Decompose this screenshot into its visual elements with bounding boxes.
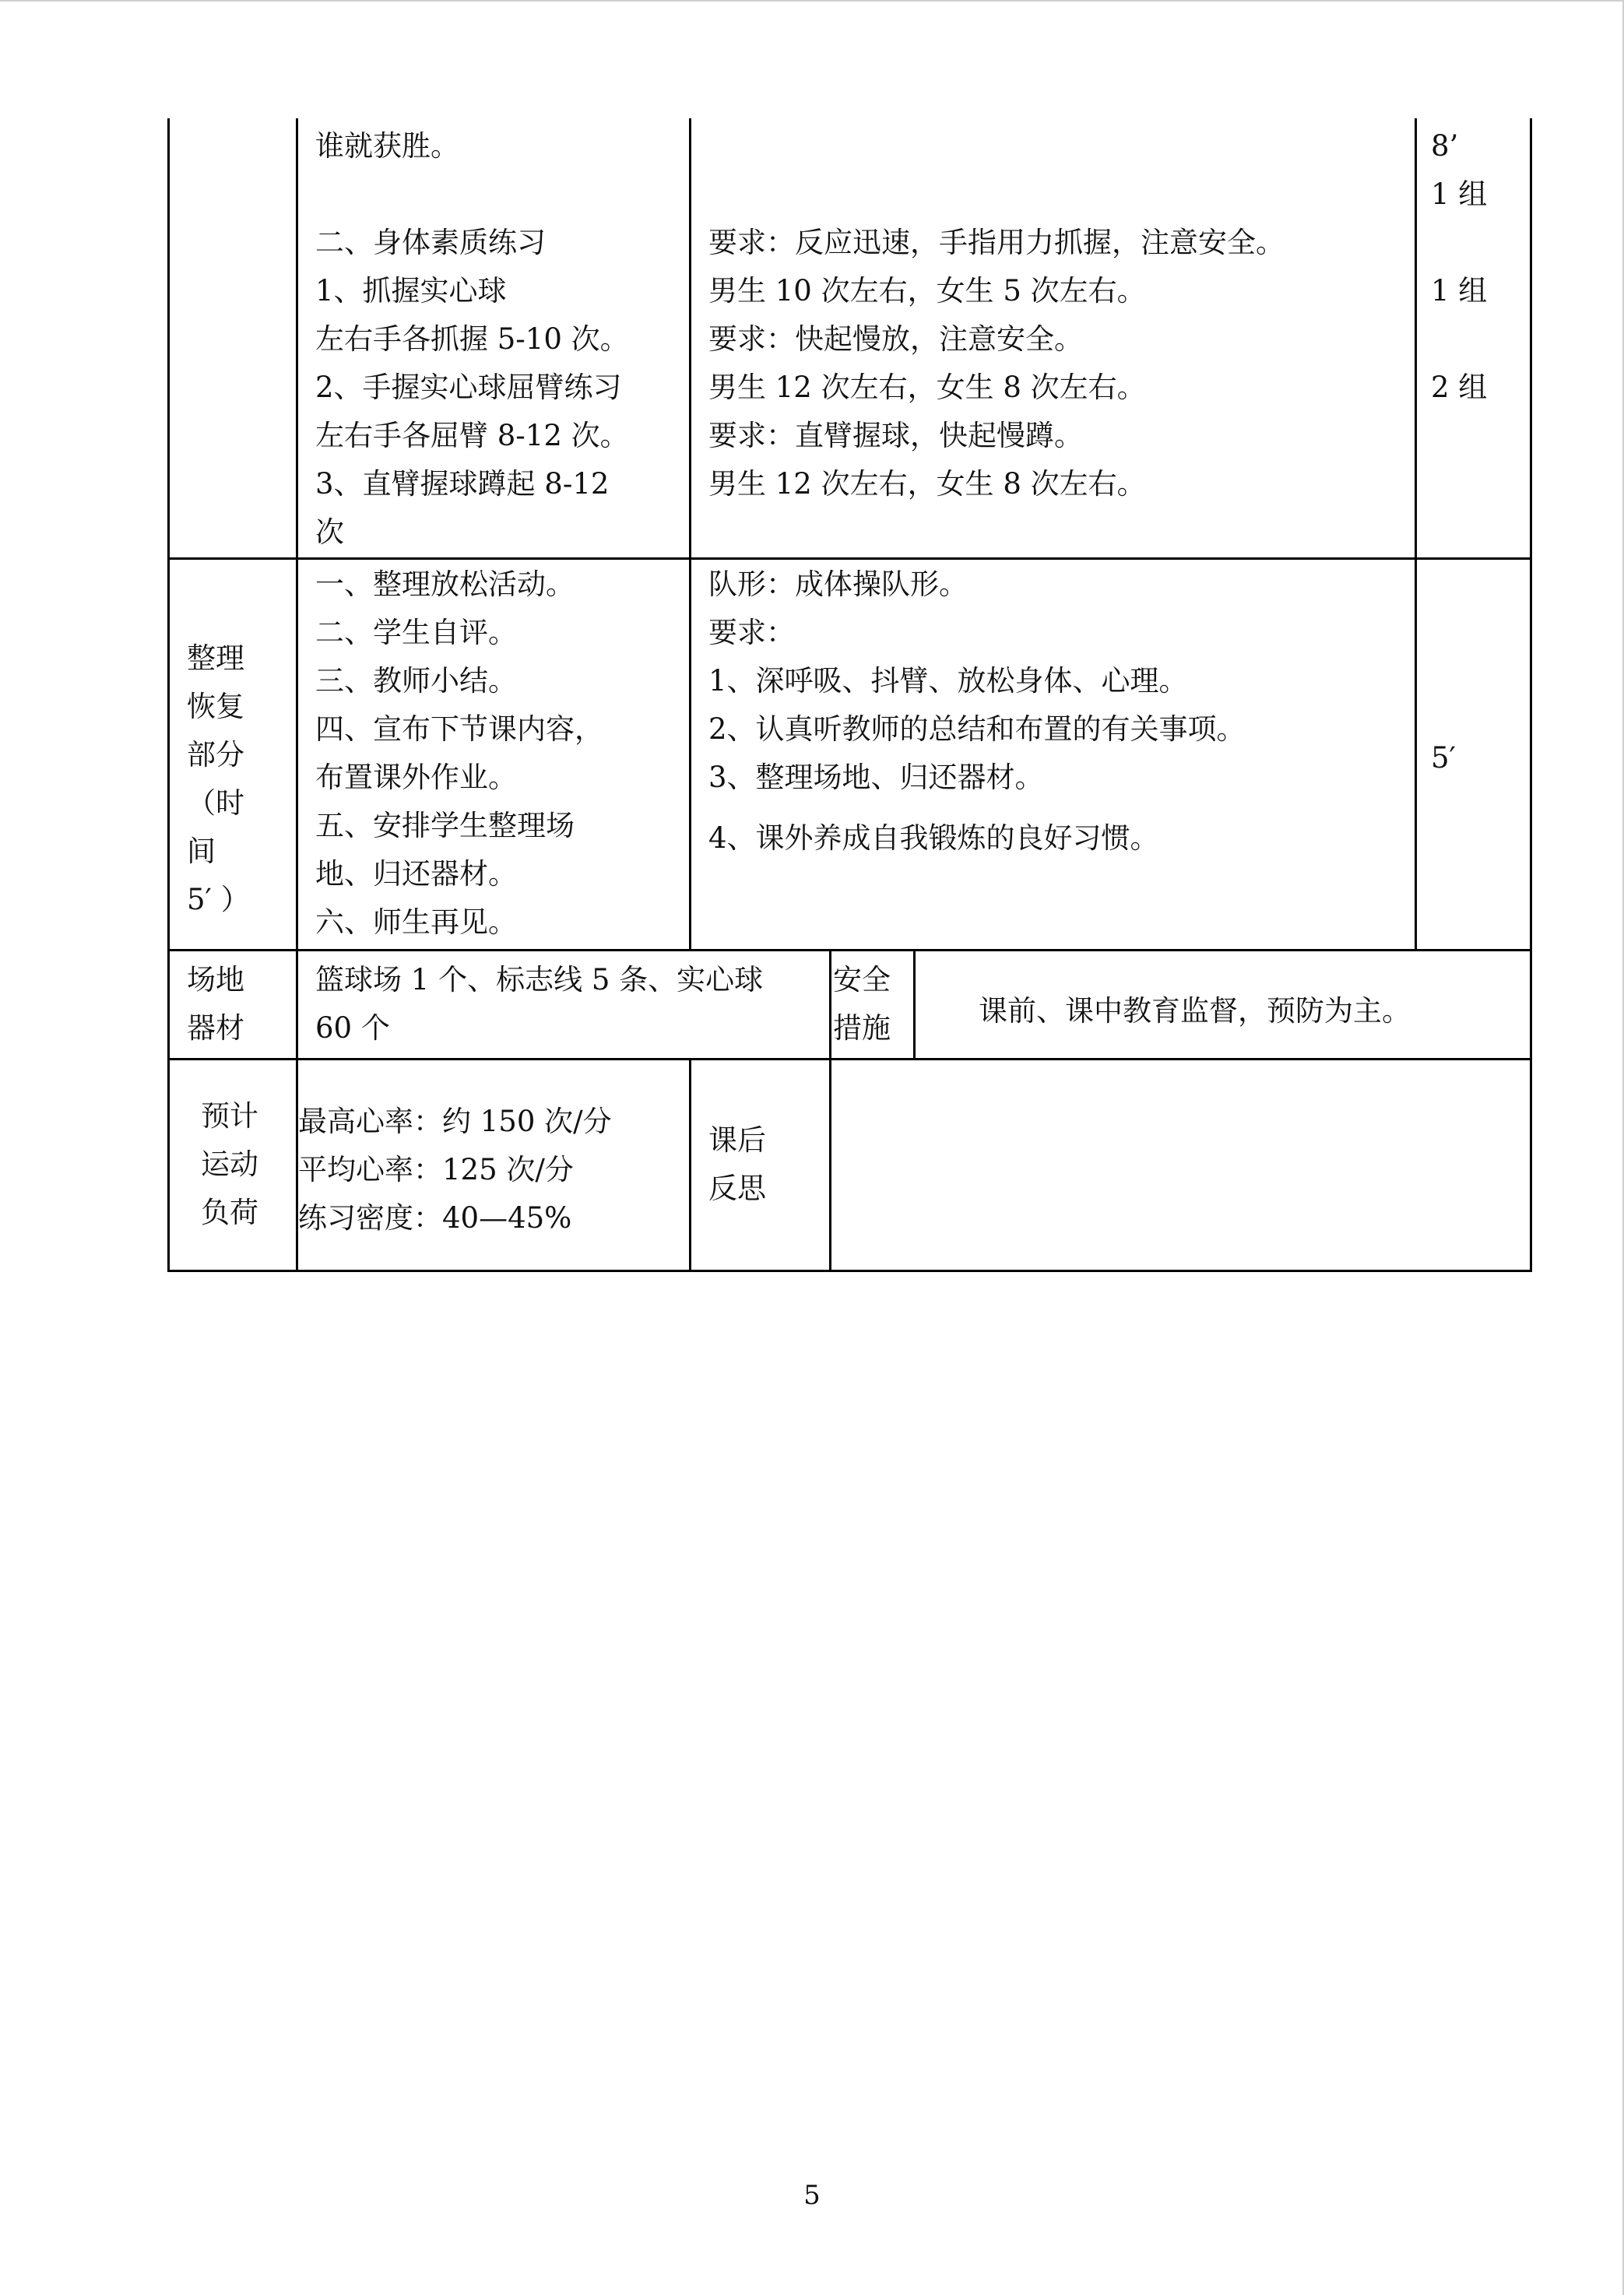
row-divider-recovery (167, 557, 1532, 560)
venue-label (187, 956, 244, 1053)
label-line: 课后 (708, 1123, 766, 1157)
method-line: 男生 12 次左右，女生 8 次左右。 (708, 371, 1146, 404)
content-line: 布置课外作业。 (315, 761, 517, 794)
time-line (1431, 315, 1487, 364)
content-line: 3、直臂握球蹲起 8-12 (315, 467, 610, 501)
method-line (708, 170, 1285, 219)
load-line: 平均心率：125 次/分 (298, 1153, 574, 1186)
recovery-method-cell (708, 561, 1246, 863)
table-border-right (1530, 118, 1532, 1272)
label-line: 预计 (201, 1099, 258, 1133)
content-line: 一、整理放松活动。 (315, 568, 575, 601)
label-line: 部分 (187, 738, 244, 771)
label-line: （时 (187, 786, 244, 820)
content-line: 六、师生再见。 (315, 905, 517, 939)
table-border-bottom (167, 1270, 1532, 1272)
load-value (298, 1098, 612, 1242)
method-line: 要求：快起慢放，注意安全。 (708, 322, 1083, 356)
method-line: 4、课外养成自我锻炼的良好习惯。 (708, 821, 1159, 855)
label-line: 负荷 (201, 1196, 258, 1229)
content-line (315, 170, 629, 219)
content-line: 二、身体素质练习 (315, 226, 546, 259)
method-line: 2、认真听教师的总结和布置的有关事项。 (708, 712, 1246, 746)
method-line: 男生 10 次左右，女生 5 次左右。 (708, 274, 1146, 308)
content-line: 三、教师小结。 (315, 664, 517, 698)
method-line: 队形：成体操队形。 (708, 568, 968, 601)
content-line: 1、抓握实心球 (315, 274, 507, 308)
content-line: 四、宣布下节课内容， (315, 712, 603, 746)
method-line (708, 122, 1285, 170)
practice-time-cell (1431, 122, 1487, 412)
col-divider-content (689, 118, 691, 949)
method-line: 3、整理场地、归还器材。 (708, 761, 1044, 794)
venue-line: 篮球场 1 个、标志线 5 条、实心球 (315, 963, 764, 996)
time-line: 1 组 (1431, 274, 1488, 308)
table-border-left (167, 118, 170, 1272)
time-line: 1 组 (1431, 177, 1488, 211)
label-line: 安全 (833, 963, 891, 996)
content-line: 左右手各抓握 5-10 次。 (315, 322, 629, 356)
practice-content-cell (315, 122, 629, 557)
practice-method-cell (708, 122, 1285, 508)
method-line: 要求：反应迅速，手指用力抓握，注意安全。 (708, 226, 1285, 259)
method-line: 要求：直臂握球，快起慢蹲。 (708, 419, 1083, 452)
method-line: 要求： (708, 616, 795, 649)
recovery-section-label (187, 634, 250, 924)
method-line: 1、深呼吸、抖臂、放松身体、心理。 (708, 664, 1188, 698)
col-divider-time (1415, 118, 1417, 949)
reflection-label (708, 1116, 766, 1213)
load-line: 练习密度：40—45% (298, 1201, 572, 1235)
venue-line: 60 个 (315, 1011, 390, 1045)
row-divider-venue (167, 949, 1532, 951)
label-line: 反思 (708, 1172, 766, 1205)
label-line: 运动 (201, 1148, 258, 1181)
col-divider-reflection-right (829, 1058, 831, 1272)
page-number: 5 (803, 2180, 821, 2211)
load-line: 最高心率：约 150 次/分 (298, 1105, 612, 1138)
content-line: 2、手握实心球屈臂练习 (315, 371, 622, 404)
recovery-time: 5′ (1431, 741, 1456, 775)
row-divider-load (167, 1058, 1532, 1060)
time-line (1431, 219, 1487, 267)
content-line: 地、归还器材。 (315, 857, 517, 891)
load-label (201, 1092, 258, 1237)
recovery-content-cell (315, 561, 603, 947)
col-divider-reflection-left (689, 1058, 691, 1272)
label-line: 5′ ） (187, 883, 250, 916)
label-line: 器材 (187, 1011, 244, 1045)
time-line: 2 组 (1431, 371, 1488, 404)
time-line: 8’ (1431, 129, 1459, 163)
label-line: 场地 (187, 963, 244, 996)
safety-label (833, 956, 891, 1053)
col-divider-safety-right (913, 949, 916, 1058)
venue-value (315, 956, 763, 1053)
label-line: 恢复 (187, 690, 244, 723)
content-line: 五、安排学生整理场 (315, 809, 575, 842)
content-line: 次 (315, 515, 344, 549)
label-line: 措施 (833, 1011, 891, 1045)
method-line: 男生 12 次左右，女生 8 次左右。 (708, 467, 1146, 501)
label-line: 整理 (187, 641, 244, 675)
col-divider-safety-left (829, 949, 831, 1058)
label-line: 间 (187, 835, 216, 868)
content-line: 二、学生自评。 (315, 616, 517, 649)
content-line: 谁就获胜。 (315, 129, 459, 163)
safety-value: 课前、课中教育监督，预防为主。 (979, 994, 1411, 1028)
content-line: 左右手各屈臂 8-12 次。 (315, 419, 629, 452)
